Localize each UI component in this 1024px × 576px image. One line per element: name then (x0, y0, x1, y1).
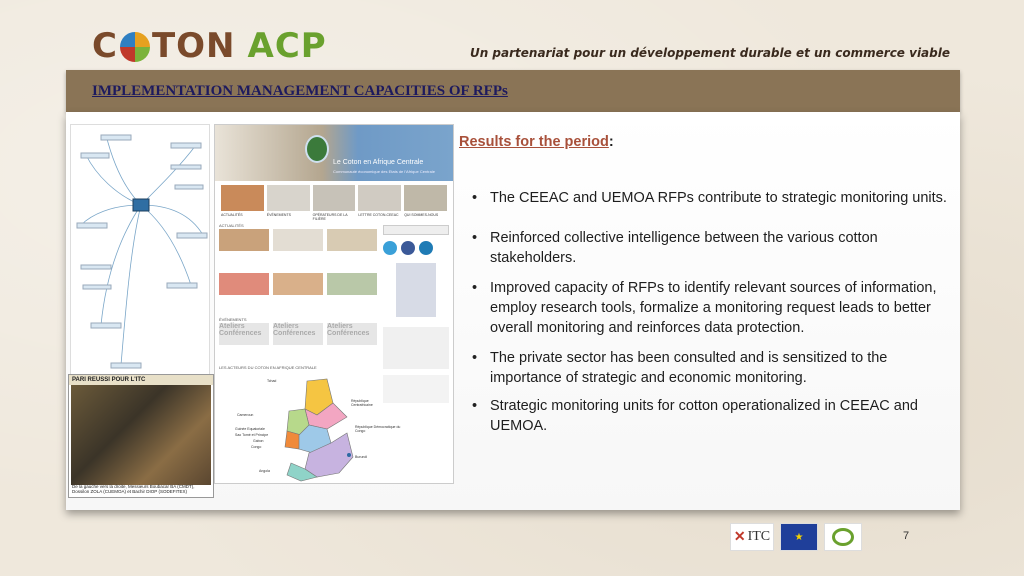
map-label-angola: Angola (259, 469, 270, 473)
section-map-heading: LES ACTEURS DU COTON EN AFRIQUE CENTRALE (219, 365, 317, 370)
bullet-item: • The private sector has been consulted and is sensitized to the importance of strategic and economic monitoring. (470, 348, 960, 388)
eu-flag-icon: ★ (780, 523, 818, 551)
news-thumbnails-2 (219, 273, 379, 295)
nav-item-actualites: ACTUALITÉS (221, 213, 243, 217)
meeting-photo (68, 374, 214, 498)
cotton-ball-icon (120, 32, 150, 62)
bullet-item: • Strategic monitoring units for cotton operationalized in CEEAC and UEMOA. (470, 396, 960, 436)
website-banner-title: Le Coton en Afrique Centrale (333, 159, 424, 166)
nav-item-lettre: LETTRE COTON-CEEAC (358, 213, 399, 217)
results-heading (459, 134, 614, 150)
page-number: 7 (903, 530, 910, 542)
website-banner-subtitle: Communauté économique des Etats de l'Afrique Centrale (333, 169, 435, 174)
logo-text-acp: ACP (247, 26, 327, 66)
website-nav (221, 185, 447, 211)
map-label-burundi: Burundi (355, 455, 368, 459)
website-sidebar (383, 225, 449, 405)
map-label-congo: Congo (251, 445, 262, 449)
results-heading-colon: : (608, 134, 614, 150)
nav-item-evenements: ÉVÉNEMENTS (266, 213, 291, 217)
map-label-guinee: Guinée Equatoriale (235, 427, 265, 431)
map-label-rdc: République Démocratique du Congo (355, 425, 401, 433)
photo-image (71, 385, 211, 485)
website-screenshot (214, 124, 454, 484)
section-news-heading: ACTUALITÉS (219, 223, 244, 228)
linkedin-icon (419, 241, 433, 255)
map-label-tchad: Tchad (267, 379, 277, 383)
map-label-gabon: Gabon (253, 439, 264, 443)
photo-title: PARI REUSSI POUR L'ITC (69, 375, 213, 385)
bullet-item: • Reinforced collective intelligence between the various cotton stakeholders. (470, 228, 960, 268)
results-bullet-list (470, 188, 960, 436)
itc-logo (730, 523, 774, 551)
logo-text-c: C (92, 26, 118, 66)
coton-acp-logo (92, 26, 327, 66)
bullet-item: • The CEEAC and UEMOA RFPs contribute to strategic monitoring units. (470, 188, 960, 208)
nav-item-operateurs: OPÉRATEURS DE LA FILIÈRE (312, 213, 348, 221)
title-bar (66, 70, 960, 112)
africa-map-icon (305, 135, 329, 163)
map-region-burundi (347, 453, 351, 457)
mind-map-image (70, 124, 210, 376)
event-thumbnails: Ateliers Conférences Ateliers Conférences Ateliers Conférences (219, 323, 379, 345)
bullet-item: • Improved capacity of RFPs to identify relevant sources of information, employ research tools, formalize a monitoring request leads to better overall monitoring and reinforces data protection. (470, 278, 960, 338)
mind-map-graphic (71, 125, 211, 377)
section-events-heading: ÉVÉNEMENTS (219, 317, 247, 322)
nav-item-qui-sommes-nous: QUI SOMMES-NOUS (404, 213, 439, 217)
map-label-cameroun: Cameroun (237, 413, 254, 417)
photo-caption: De la gauche vers la droite, Messieurs Boubacar BA (CMDT), Dossilon ZOLA (CUEMOA) et Bachir DIOP (SODEFITEX) (72, 484, 195, 495)
facebook-icon (401, 241, 415, 255)
slide-title: IMPLEMENTATION MANAGEMENT CAPACITIES OF RFPs (92, 83, 508, 99)
footer-logos (730, 522, 862, 552)
tagline: Un partenariat pour un développement durable et un commerce viable (469, 46, 950, 60)
map-label-sao-tome: Sao Tomé et Principe (235, 433, 269, 437)
news-thumbnails (219, 229, 379, 251)
results-heading-text: Results for the period (459, 134, 609, 150)
itc-cross-icon: ✕ (733, 529, 746, 545)
website-nav-labels (221, 213, 447, 221)
map-label-rca: République Centrafricaine (351, 399, 373, 407)
logo-text-ton: TON (151, 26, 236, 66)
itc-logo-text: ITC (747, 529, 771, 544)
acp-logo-icon (824, 523, 862, 551)
newsletter-cover (396, 263, 436, 317)
twitter-icon (383, 241, 397, 255)
